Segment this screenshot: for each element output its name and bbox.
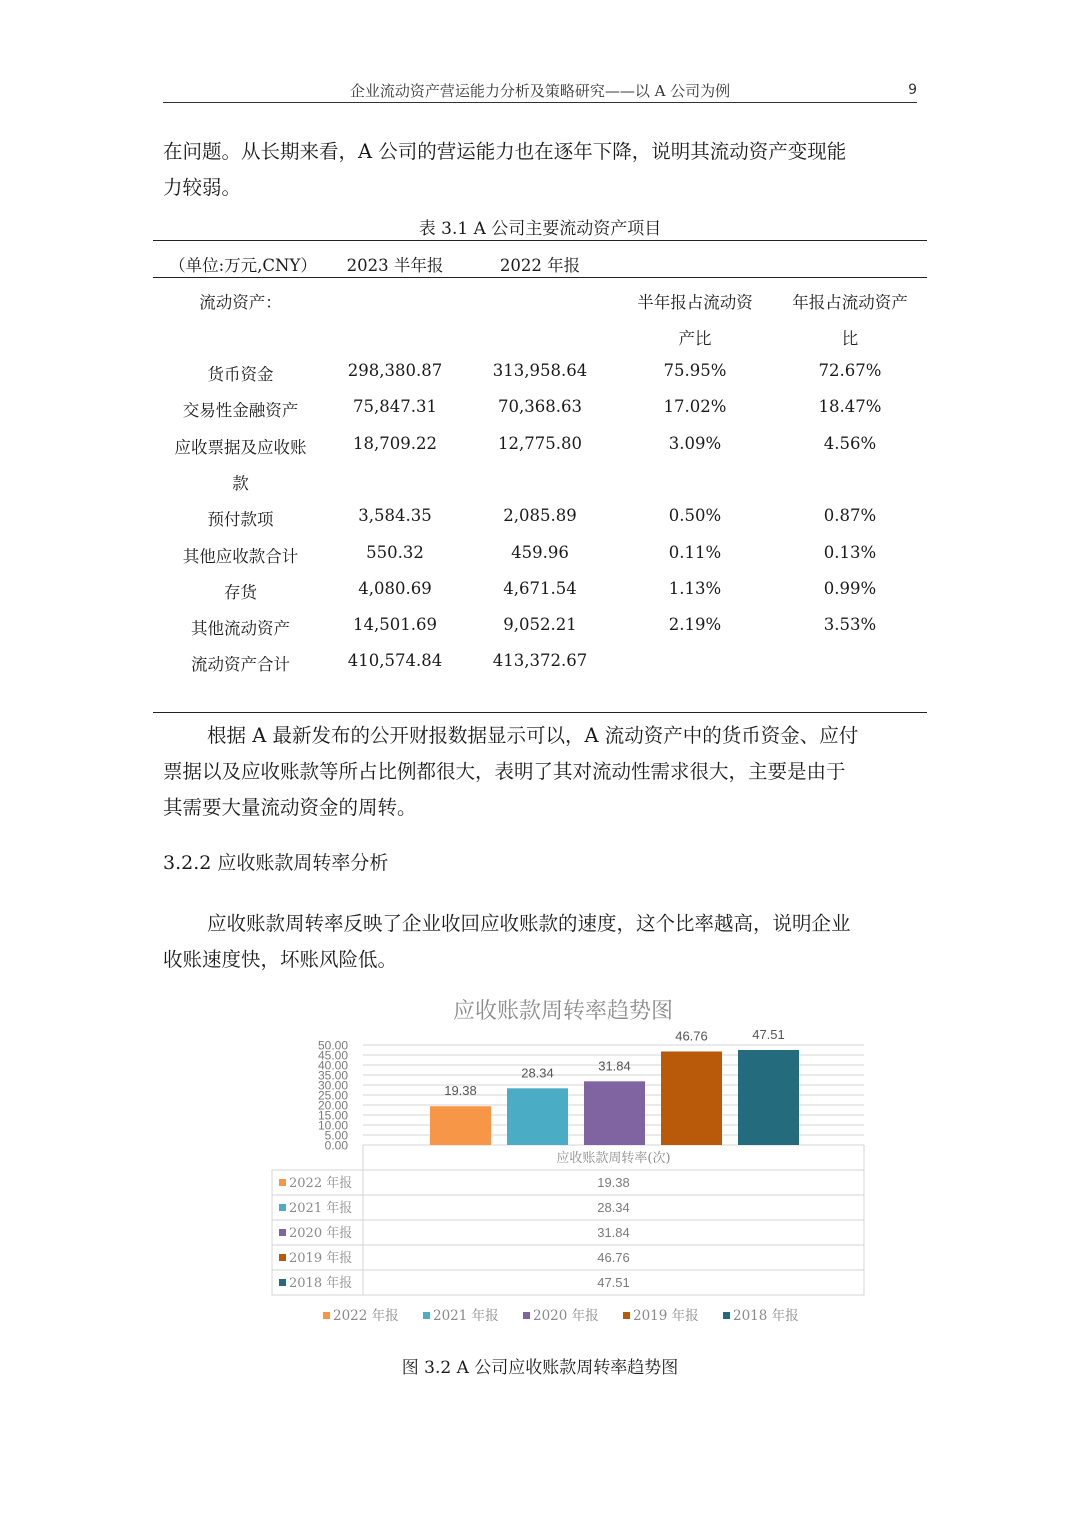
chart-y-tick-label: 50.00 (317, 1038, 348, 1053)
legend-swatch (279, 1204, 286, 1211)
table-cell-2023: 410,574.84 (347, 651, 443, 671)
chart-data-label: 31.84 (598, 1058, 631, 1074)
table-cell-name-cont: 款 (232, 473, 249, 493)
chart-data-table-series-name: 2020 年报 (289, 1226, 353, 1241)
table-caption: 表 3.1 A 公司主要流动资产项目 (418, 219, 662, 239)
legend-swatch (279, 1229, 286, 1236)
table-cell-2023: 298,380.87 (347, 361, 443, 380)
table-cell-name: 其他流动资产 (191, 619, 290, 639)
chart-bar (584, 1081, 645, 1145)
paragraph-analysis (163, 718, 917, 826)
table-cell-2023: 14,501.69 (353, 615, 437, 635)
chart-data-label: 19.38 (444, 1083, 477, 1099)
table-col-half-header-l1: 半年报占流动资 (637, 293, 753, 312)
table-cell-half-ratio: 17.02% (663, 397, 727, 417)
chart-y-tick-label: 35.00 (317, 1068, 348, 1083)
table-top-rule (153, 240, 927, 241)
table-header-rule (153, 277, 927, 278)
header-title: 企业流动资产营运能力分析及策略研究——以 A 公司为例 (349, 82, 731, 100)
table-subheader-label: 流动资产： (199, 293, 282, 312)
chart-y-tick-label: 5.00 (324, 1128, 348, 1143)
table-cell-name: 应收票据及应收账 (174, 437, 307, 457)
paragraph-line: 其需要大量流动资金的周转。 (163, 796, 417, 819)
table-cell-year-ratio: 72.67% (818, 361, 882, 380)
chart-data-table-border (272, 1170, 864, 1295)
legend-swatch (323, 1312, 330, 1319)
table-cell-year-ratio: 0.87% (823, 506, 877, 526)
chart-y-tick-label: 15.00 (317, 1108, 348, 1123)
table-col-2023-header: 2023 半年报 (346, 256, 444, 275)
chart-data-label: 28.34 (521, 1065, 554, 1081)
legend-swatch (523, 1312, 530, 1319)
table-unit-header: （单位:万元,CNY） (169, 256, 317, 275)
chart-data-table-series-name: 2022 年报 (289, 1176, 353, 1191)
table-cell-year-ratio: 0.13% (823, 542, 877, 562)
table-cell-half-ratio: 3.09% (668, 433, 722, 453)
chart-data-table-value: 28.34 (597, 1200, 630, 1215)
chart-title: 应收账款周转率趋势图 (452, 999, 674, 1024)
chart-y-tick-label: 0.00 (324, 1138, 348, 1153)
table-cell-name: 其他应收款合计 (182, 546, 299, 566)
chart-bar (738, 1050, 799, 1145)
legend-entry: 2019 年报 (633, 1308, 699, 1324)
table-col-2022-header: 2022 年报 (499, 256, 581, 275)
table-cell-half-ratio: 0.11% (668, 542, 722, 562)
table-cell-half-ratio: 0.50% (668, 506, 722, 526)
table-cell-year-ratio: 3.53% (823, 615, 877, 635)
chart-data-label: 47.51 (752, 1026, 785, 1042)
table-cell-year-ratio: 18.47% (818, 397, 882, 417)
paragraph-line: 应收账款周转率反映了企业收回应收账款的速度，这个比率越高，说明企业 (207, 912, 851, 935)
table-bottom-rule (153, 712, 927, 713)
chart-y-tick-label: 45.00 (317, 1048, 348, 1063)
paragraph-line: 力较弱。 (163, 176, 242, 199)
paragraph-line: 根据 A 最新发布的公开财报数据显示可以，A 流动资产中的货币资金、应付 (207, 724, 859, 747)
table-col-year-header-l1: 年报占流动资产 (792, 293, 908, 312)
chart-data-label: 46.76 (675, 1028, 708, 1044)
chart-bar (661, 1051, 722, 1145)
legend-swatch (279, 1254, 286, 1261)
legend-swatch (723, 1312, 730, 1319)
legend-swatch (279, 1279, 286, 1286)
chart-data-table-series-name: 2018 年报 (289, 1276, 353, 1291)
table-cell-year-ratio: 0.99% (823, 578, 877, 598)
table-cell-2022: 4,671.54 (503, 578, 577, 598)
table-cell-name: 交易性金融资产 (182, 401, 299, 421)
chart-data-table-series-name: 2021 年报 (289, 1201, 353, 1216)
table-cell-2022: 313,958.64 (492, 361, 588, 380)
paragraph-line: 票据以及应收账款等所占比例都很大，表明了其对流动性需求很大，主要是由于 (163, 760, 846, 783)
table-cell-name: 预付款项 (207, 510, 274, 530)
table-cell-2023: 550.32 (366, 542, 424, 562)
chart-data-table-value: 19.38 (597, 1175, 630, 1190)
legend-entry: 2020 年报 (533, 1308, 599, 1324)
table-cell-half-ratio: 75.95% (663, 361, 727, 380)
table-cell-2022: 9,052.21 (503, 615, 577, 635)
table-cell-2023: 18,709.22 (353, 433, 437, 453)
table-cell-2022: 2,085.89 (503, 506, 577, 526)
table-cell-2022: 459.96 (511, 542, 569, 562)
chart-y-tick-label: 20.00 (317, 1098, 348, 1113)
chart-y-tick-label: 30.00 (317, 1078, 348, 1093)
page-number: 9 (908, 82, 917, 98)
table-cell-name: 存货 (224, 582, 257, 602)
paragraph-turnover (163, 906, 917, 978)
chart-data-table-value: 31.84 (597, 1225, 630, 1240)
table-cell-name: 流动资产合计 (191, 655, 290, 675)
table-cell-year-ratio: 4.56% (823, 433, 877, 453)
section-number: 3.2.2 (163, 852, 212, 874)
chart-y-tick-label: 40.00 (317, 1058, 348, 1073)
legend-entry: 2021 年报 (433, 1308, 499, 1324)
running-header (163, 78, 917, 103)
table-cell-2023: 75,847.31 (353, 397, 437, 417)
table-cell-2022: 70,368.63 (498, 397, 582, 417)
table-cell-half-ratio: 2.19% (668, 615, 722, 635)
chart-data-table-series-name: 2019 年报 (289, 1251, 353, 1266)
chart-y-tick-label: 10.00 (317, 1118, 348, 1133)
legend-swatch (423, 1312, 430, 1319)
chart-category-label: 应收账款周转率(次) (556, 1151, 671, 1166)
paragraph-line: 在问题。从长期来看，A 公司的营运能力也在逐年下降，说明其流动资产变现能 (163, 140, 847, 163)
section-title: 应收账款周转率分析 (217, 852, 389, 874)
paragraph-line: 收账速度快，坏账风险低。 (163, 948, 398, 971)
figure-caption: 图 3.2 A 公司应收账款周转率趋势图 (401, 1358, 679, 1378)
table-col-year-header-l2: 比 (841, 329, 859, 348)
legend-swatch (623, 1312, 630, 1319)
legend-swatch (279, 1179, 286, 1186)
table-cell-2022: 413,372.67 (492, 651, 588, 671)
chart-y-tick-label: 25.00 (317, 1088, 348, 1103)
table-cell-2022: 12,775.80 (498, 433, 582, 453)
table-cell-2023: 4,080.69 (358, 578, 432, 598)
table-col-half-header-l2: 产比 (678, 329, 712, 348)
chart-bar (507, 1088, 568, 1145)
legend-entry: 2018 年报 (733, 1308, 799, 1324)
table-cell-half-ratio: 1.13% (668, 578, 722, 598)
chart-data-table-value: 46.76 (597, 1250, 630, 1265)
chart-data-table-value: 47.51 (597, 1275, 630, 1290)
table-cell-name: 货币资金 (207, 365, 274, 384)
legend-entry: 2022 年报 (333, 1308, 399, 1324)
chart-bar (430, 1106, 491, 1145)
turnover-chart (270, 990, 870, 1335)
paragraph-intro (163, 134, 917, 206)
section-heading (163, 848, 388, 875)
table-cell-2023: 3,584.35 (358, 506, 432, 526)
